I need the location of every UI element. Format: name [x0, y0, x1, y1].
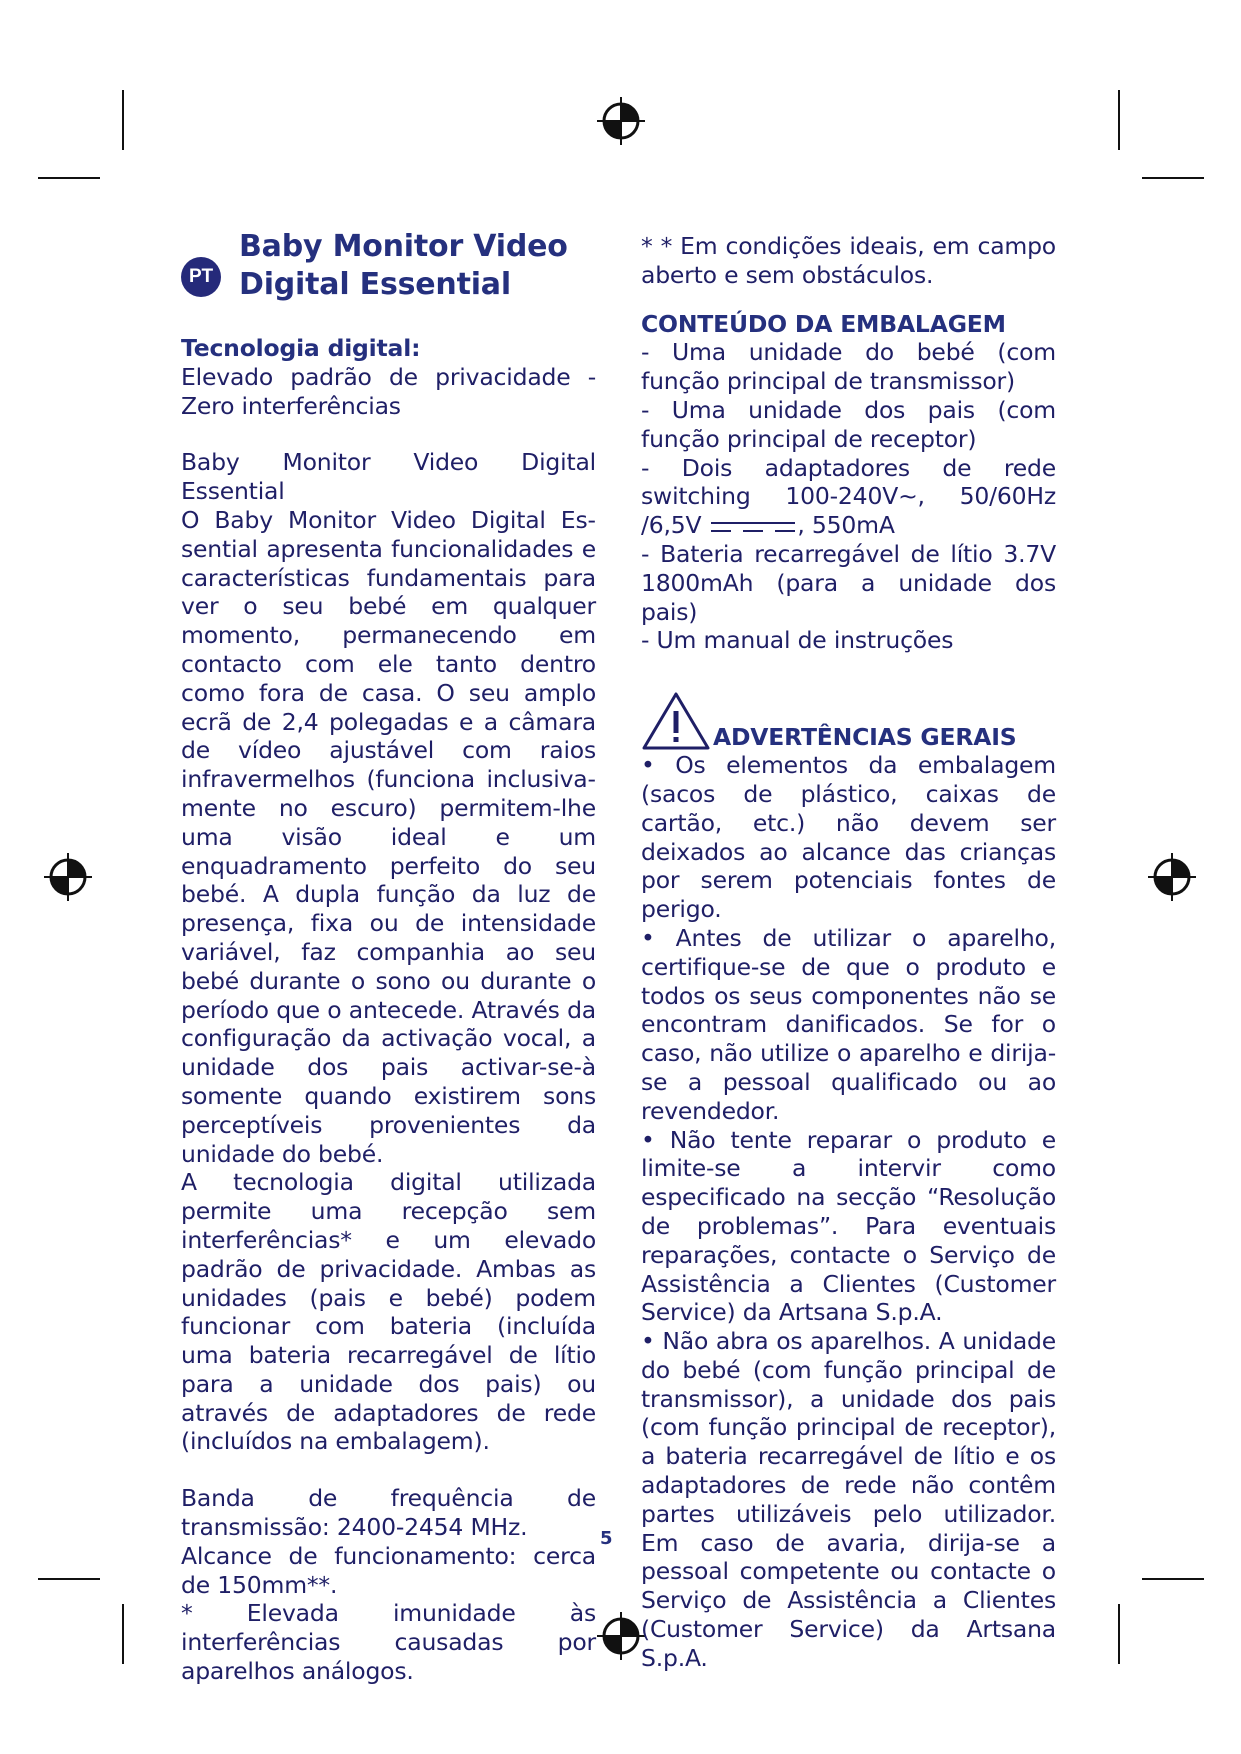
contents-item: [641, 454, 1056, 540]
intro-paragraph: O Baby Monitor Video Digital Essential apresenta funcionalidades e características fundamentais para ver o seu bebé em qualquer momento, permanecendo em contacto com ele tanto dentro como fora de casa. O seu amplo ecrã de 2,4 polegadas e a câmara de vídeo ajustável com raios infravermelhos (funciona inclusivamente no escuro) permitem-lhe uma visão ideal e um enquadramento perfeito do seu bebé. A dupla função da luz de presença, fixa ou de intensidade variável, faz companhia ao seu bebé durante o sono ou durante o período que o antecede. Através da configuração da activação vocal, a unidade dos pais activar-se-à somente quando existirem sons perceptíveis provenientes da unidade do bebé.: [181, 505, 596, 1168]
footnote-2: * * Em condições ideais, em campo aberto e sem obstáculos.: [641, 232, 1056, 289]
contents-heading: CONTEÚDO DA EMBALAGEM: [641, 309, 1006, 338]
frequency-text: Banda de frequência de transmissão: 2400-2454 MHz.: [181, 1484, 596, 1542]
contents-item: - Bateria recarregável de lítio 3.7V 1800mAh (para a unidade dos pais): [641, 539, 1056, 626]
warning-icon: [641, 691, 711, 751]
registration-mark-icon: [595, 1610, 647, 1662]
page-title: [239, 228, 568, 304]
registration-mark-icon: [42, 851, 94, 903]
warning-item: • Os elementos da embalagem (sacos de plástico, caixas de cartão, etc.) não devem ser deixados ao alcance das crianças por serem potenciais fontes de perigo.: [641, 751, 1056, 924]
title-block: [181, 228, 596, 308]
crop-mark: [38, 1578, 100, 1580]
tech-heading: Tecnologia digital:: [181, 334, 421, 362]
crop-mark: [1118, 1604, 1120, 1664]
title-line-2: Digital Essential: [239, 267, 511, 302]
adapter-spec: - Dois adaptadores de rede switching 100-240V~, 50/60Hz /6,5V: [641, 453, 1056, 540]
warnings-heading: ADVERTÊNCIAS GERAIS: [713, 723, 1017, 752]
crop-mark: [1142, 1578, 1204, 1580]
adapter-current: , 550mA: [797, 511, 895, 540]
crop-mark: [122, 1604, 124, 1664]
tech-text: Elevado padrão de privacidade - Zero interferências: [181, 362, 596, 420]
crop-mark: [1118, 90, 1120, 150]
contents-item: - Um manual de instruções: [641, 626, 954, 655]
crop-mark: [38, 177, 100, 179]
warning-item: • Não tente reparar o produto e limite-se a intervir como especificado na secção “Resolução de problemas”. Para eventuais reparações, contacte o Serviço de Assistência a Clientes (Customer Service) da Artsana S.p.A.: [641, 1125, 1056, 1327]
title-line-1: Baby Monitor Video: [239, 229, 568, 264]
page-number: 5: [600, 1528, 613, 1549]
crop-mark: [122, 90, 124, 150]
registration-mark-icon: [1146, 851, 1198, 903]
dc-symbol-icon: [709, 520, 797, 534]
product-name: Baby Monitor Video Digital Essential: [181, 448, 596, 506]
crop-mark: [1142, 177, 1204, 179]
contents-item: - Uma unidade dos pais (com função principal de receptor): [641, 395, 1056, 453]
warnings-header: [641, 691, 1056, 751]
footnote-1: * Elevada imunidade às interferências causadas por aparelhos análogos.: [181, 1599, 596, 1686]
language-badge: PT: [181, 257, 221, 297]
warning-item: • Antes de utilizar o aparelho, certifique-se de que o produto e todos os seus componentes não se encontram danificados. Se for o caso, não utilize o aparelho e dirija-se a pessoal qualificado ou ao revendedor.: [641, 923, 1056, 1125]
tech-paragraph: A tecnologia digital utilizada permite uma recepção sem interferências* e um elevado padrão de privacidade. Ambas as unidades (pais e bebé) podem funcionar com bateria (incluída uma bateria recarregável de lítio para a unidade dos pais) ou através de adaptadores de rede (incluídos na embalagem).: [181, 1168, 596, 1456]
range-text: Alcance de funcionamento: cerca de 150mm**.: [181, 1541, 596, 1599]
warning-item: • Não abra os aparelhos. A unidade do bebé (com função principal de transmissor), a unidade dos pais (com função principal de receptor), a bateria recarregável de lítio e os adaptadores de rede não contêm partes utilizáveis pelo utilizador. Em caso de avaria, dirija-se a pessoal competente ou contacte o Serviço de Assistência a Clientes (Customer Service) da Artsana S.p.A.: [641, 1327, 1056, 1672]
left-column: [181, 228, 596, 1686]
right-column: [641, 232, 1056, 1673]
contents-item: - Uma unidade do bebé (com função principal de transmissor): [641, 338, 1056, 396]
registration-mark-icon: [595, 95, 647, 147]
